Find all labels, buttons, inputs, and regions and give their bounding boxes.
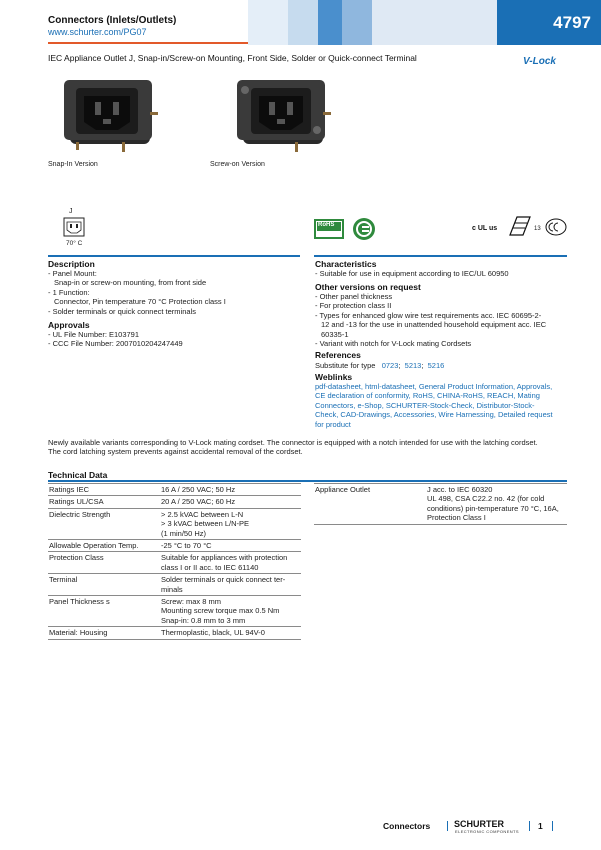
description-line: - 1 Function: <box>48 287 90 297</box>
ul-mark: c UL us <box>472 225 498 232</box>
reference-link-0723[interactable]: 0723 <box>381 361 399 370</box>
schurter-tagline: ELECTRONIC COMPONENTS <box>455 829 519 834</box>
row-label: Panel Thickness s <box>48 596 160 627</box>
footer-divider <box>552 821 553 831</box>
technical-data-heading: Technical Data <box>48 470 108 480</box>
ccc-circle-mark-icon <box>545 218 567 236</box>
description-line: Connector, Pin temperature 70 °C Protection class I <box>54 297 226 307</box>
references-heading: References <box>315 350 361 360</box>
weblinks-list <box>315 382 553 429</box>
header-url-link[interactable]: www.schurter.com/PG07 <box>48 27 147 37</box>
approval-line: - CCC File Number: 2007010204247449 <box>48 339 183 349</box>
schurter-logo: SCHURTER <box>454 819 505 829</box>
other-version-line: 60335-1 <box>321 329 349 339</box>
row-label: Allowable Operation Temp. <box>48 540 160 552</box>
vlock-logo: V-Lock <box>523 56 556 67</box>
approvals-list <box>48 330 183 349</box>
references-line: Substitute for type 0723; 5213; 5216 <box>315 361 445 370</box>
reference-link-5216[interactable]: 5216 <box>427 361 445 370</box>
connector-type-letter: J <box>69 208 73 215</box>
weblinks-line[interactable]: Connectors, e-Shop, SCHURTER-Stock-Check, Distributor-Stock- <box>315 400 535 410</box>
weblinks-line[interactable]: Check, CAD-Drawings, Accessories, Wire Harnessing, Detailed request <box>315 410 553 420</box>
note-line: Newly available variants corresponding to V-Lock mating cordset. The connector is equipped with a notch intended for use with the latching cordset. <box>48 438 538 447</box>
table-row <box>48 540 301 552</box>
row-value: 16 A / 250 VAC; 50 Hz <box>160 484 301 496</box>
outlet-j-symbol-icon <box>63 217 85 237</box>
description-line: Snap-in or screw-on mounting, from front side <box>54 278 207 288</box>
table-row <box>48 596 301 627</box>
other-version-line: - Other panel thickness <box>315 292 393 301</box>
characteristics-heading: Characteristics <box>315 259 377 269</box>
reference-link-5213[interactable]: 5213 <box>404 361 422 370</box>
other-version-line: - Variant with notch for V-Lock mating Cordsets <box>315 339 472 349</box>
row-value: Thermoplastic, black, UL 94V-0 <box>160 627 301 639</box>
row-label: Ratings IEC <box>48 484 160 496</box>
row-value: > 2.5 kVAC between L-N > 3 kVAC between L/N-PE (1 min/50 Hz) <box>160 508 301 539</box>
row-label: Protection Class <box>48 552 160 574</box>
weblinks-heading: Weblinks <box>315 372 353 382</box>
snap-in-outlet-image <box>62 72 162 157</box>
table-row <box>48 627 301 639</box>
row-label: Terminal <box>48 574 160 596</box>
row-value: Solder terminals or quick connect ter- minals <box>160 574 301 596</box>
screw-on-outlet-image <box>235 72 335 157</box>
row-value: -25 °C to 70 °C <box>160 540 301 552</box>
table-row <box>48 484 301 496</box>
description-line: - Solder terminals or quick connect terminals <box>48 306 196 316</box>
row-label: Dielectric Strength <box>48 508 160 539</box>
snap-in-caption: Snap-In Version <box>48 161 98 168</box>
footer-page-number: 1 <box>538 821 543 831</box>
description-list <box>48 269 226 316</box>
description-heading: Description <box>48 259 95 269</box>
product-subtitle: IEC Appliance Outlet J, Snap-in/Screw-on Mounting, Front Side, Solder or Quick-connect Terminal <box>48 53 417 63</box>
cert-number: 13 <box>534 226 541 232</box>
characteristics-line: - Suitable for use in equipment according to IEC/UL 60950 <box>315 269 509 278</box>
row-value: 20 A / 250 VAC; 60 Hz <box>160 496 301 508</box>
table-row <box>48 508 301 539</box>
variant-note <box>48 438 538 457</box>
other-version-line: 12 and -13 for the use in unattended household equipment acc. IEC <box>321 320 547 330</box>
table-row <box>314 484 567 525</box>
approval-line: - UL File Number: E103791 <box>48 330 140 339</box>
row-label: Material: Housing <box>48 627 160 639</box>
page-number: 4797 <box>553 13 591 32</box>
other-versions-heading: Other versions on request <box>315 282 421 292</box>
table-row <box>48 552 301 574</box>
description-line: - Panel Mount: <box>48 269 97 278</box>
other-version-line: - For protection class II <box>315 301 392 311</box>
note-line: The cord latching system prevents against accidental removal of the cordset. <box>48 447 303 457</box>
row-label: Appliance Outlet <box>314 484 426 525</box>
header-accent-rule <box>48 42 275 44</box>
header-title: Connectors (Inlets/Outlets) <box>48 15 177 26</box>
footer-divider <box>447 821 448 831</box>
screw-on-caption: Screw-on Version <box>210 161 265 168</box>
other-version-line: - Types for enhanced glow wire test requirements acc. IEC 60695-2- <box>315 310 542 320</box>
technical-data-right-table <box>314 483 567 525</box>
weblinks-line[interactable]: pdf-datasheet, html-datasheet, General Product Information, Approvals, <box>315 382 553 391</box>
table-row <box>48 574 301 596</box>
row-label: Ratings UL/CSA <box>48 496 160 508</box>
ccc-mark-icon <box>507 215 533 237</box>
weblinks-line[interactable]: CE declaration of conformity, RoHS, CHINA-RoHS, REACH, Mating <box>315 391 540 401</box>
footer-divider <box>529 821 530 831</box>
footer-section-label: Connectors <box>383 821 431 831</box>
approvals-heading: Approvals <box>48 320 90 330</box>
right-section-divider <box>314 255 567 257</box>
references-label: Substitute for type <box>315 361 376 370</box>
row-value: Screw: max 8 mm Mounting screw torque max 0.5 Nm Snap-in: 0.8 mm to 3 mm <box>160 596 301 627</box>
left-section-divider <box>48 255 300 257</box>
technical-data-divider <box>48 480 567 482</box>
rohs-mark-text: RoHS <box>318 222 335 228</box>
china-rohs-mark-icon <box>352 217 376 241</box>
connector-temp-label: 70° C <box>66 240 83 247</box>
other-versions-list <box>315 292 546 348</box>
technical-data-left-table <box>48 483 301 640</box>
row-value: J acc. to IEC 60320 UL 498, CSA C22.2 no. 42 (for cold conditions) pin-temperature 70 °C, 16A, Protection Class I <box>426 484 567 525</box>
table-row <box>48 496 301 508</box>
weblinks-line[interactable]: for product <box>315 419 351 429</box>
row-value: Suitable for appliances with protection class I or II acc. to IEC 61140 <box>160 552 301 574</box>
